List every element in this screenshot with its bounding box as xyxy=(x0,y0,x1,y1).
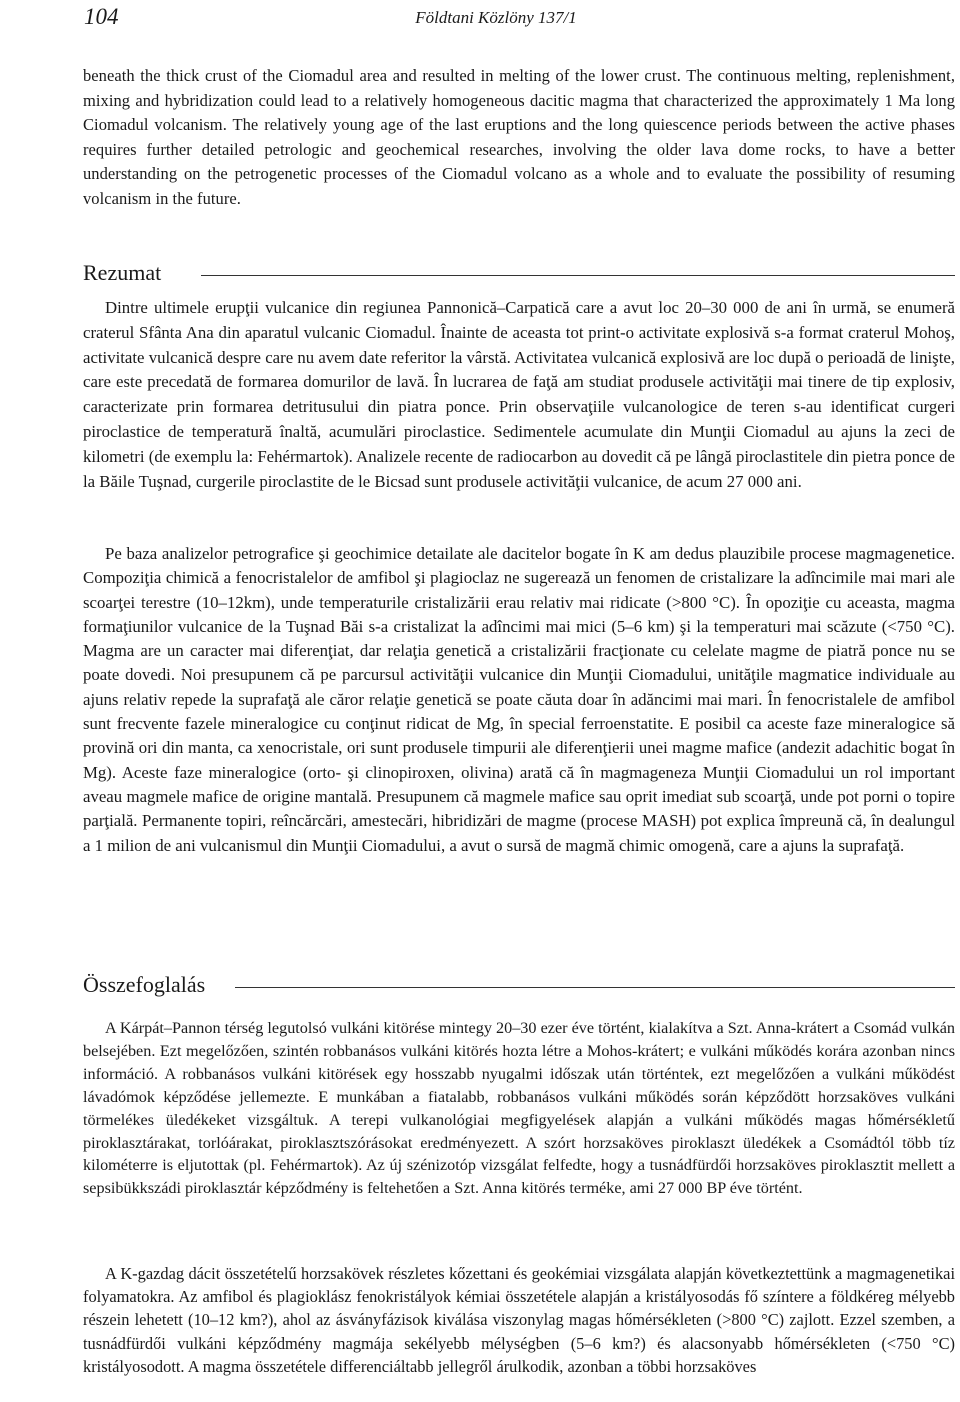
osszefoglalas-heading xyxy=(83,970,955,1000)
rezumat-title: Rezumat xyxy=(83,260,162,285)
rezumat-rule xyxy=(201,275,955,276)
page-header xyxy=(84,4,908,32)
page-number: 104 xyxy=(84,4,119,29)
journal-name: Földtani Közlöny 137/1 xyxy=(415,8,577,27)
english-paragraph: beneath the thick crust of the Ciomadul area and resulted in melting of the lower crust. The continuous melting, replenishment, mixing and hybridization could lead to a relatively homogeneous dacitic magma that characterized the approximately 1 Ma long Ciomadul volcanism. The relatively young age of the last eruptions and the long quiescence periods between the active phases requires further detailed petrologic and geochemical researches, involving the older lava dome rocks, to have a better understanding on the petrogenetic processes of the Ciomadul volcano as a whole and to evaluate the possibility of resuming volcanism in the future. xyxy=(83,66,955,208)
rezumat-heading xyxy=(83,258,955,288)
osszefoglalas-rule xyxy=(235,987,955,988)
rezumat-paragraph-1: Dintre ultimele erupţii vulcanice din regiunea Pannonică–Carpatică care a avut loc 20–30 000 de ani în urmă, se enumeră craterul Sfânta Ana din aparatul vulcanic Ciomadul. Înainte de aceasta tot print-o activitate explosivă s-a format craterul Mohoş, activitate vulcanică despre care nu avem date referitor la vârstă. Activitatea vulcanică explosivă are loc după o perioadă de linişte, care este precedată de formarea domurilor de lavă. În lucrarea de faţă am studiat produsele activităţii mai tinere de tip explosiv, caracterizate prin formarea detritusului din piatra ponce. Prin observaţiile vulcanologice de teren s-au identificat curgeri piroclastice de temperatură înaltă, acumulări piroclastice. Sedimentele acumulate din Munţii Ciomadul au ajuns la zeci de kilometri (de exemplu la: Fehérmartok). Analizele recente de radiocarbon au dovedit că pe lângă piroclastitele din pietra ponce de la Băile Tuşnad, curgerile piroclastite de le Bicsad sunt produsele activităţii vulcanice, de acum 27 000 ani. xyxy=(83,298,955,491)
osszefoglalas-paragraph-1: A Kárpát–Pannon térség legutolsó vulkáni kitörése mintegy 20–30 ezer éve történt, kialakítva a Szt. Anna-krátert a Csomád vulkán belsejében. Ezt megelőzően, szintén robbanásos vulkáni kitörés hozta létre a Mohos-krátert; e vulkáni működés korára azonban nincs információ. A robbanásos vulkáni kitörések egy hosszabb nyugalmi időszak után történtek, ezt megelőzően a vulkáni működést lávadómok képződése jellemezte. E munkában a fiatalabb, robbanásos vulkáni működés során képződött horzsaköves vulkáni törmelékes üledékeket vizsgáltuk. A terepi vulkanológiai megfigyelések alapján a vulkáni működés magas hőmérsékletű piroklasztárakat, torlóárakat, piroklasztszórásokat eredményezett. A szórt horzsaköves piroklaszt üledékek a Csomádtól több tíz kilométerre is eljutottak (pl. Fehérmartok). Az új szénizotóp vizsgálat felfedte, hogy a tusnádfürdői horzsaköves piroklasztit mellett a sepsibükkszádi piroklasztár képződmény is feltehetően a Szt. Anna kitörés terméke, ami 27 000 BP éve történt. xyxy=(83,1019,955,1198)
osszefoglalas-paragraph-2: A K-gazdag dácit összetételű horzsakövek részletes kőzettani és geokémiai vizsgálata alapján következtettünk a magmagenetikai folyamatokra. Az amfibol és plagioklász fenokristályok kémiai összetétele alapján a kristályosodás fő színtere a földkéreg mélyebb részein lehetett (10–12 km?), ahol az ásványfázisok kiválása viszonylag magas hőmérsékleten (>800 °C) zajlott. Ezzel szemben, a tusnádfürdői vulkáni képződmény magmája sekélyebb mélységben (5–6 km?) és alacsonyabb hőmérsékleten (<750 °C) kristályosodott. A magma összetétele differenciáltabb jellegről árulkodik, azonban a többi horzsaköves xyxy=(83,1264,955,1376)
osszefoglalas-title: Összefoglalás xyxy=(83,972,206,997)
rezumat-paragraph-2: Pe baza analizelor petrografice şi geochimice detailate ale dacitelor bogate în K am dedus plauzibile procese magmagenetice. Compoziţia chimică a fenocristalelor de amfibol şi plagioclaz ne sugerează un fenomen de cristalizare la adîncimile mai mari ale scoarţei terestre (10–12km), unde temperaturile cristalizării erau relativ mai ridicate (>800 °C). În opoziţie cu aceasta, magma formaţiunilor vulcanice de la Tuşnad Băi s-a cristalizat la adîncimi mai mici (5–6 km) şi la temperaturi mai scăzute (<750 °C). Magma are un caracter mai diferenţiat, dar relaţia genetică a cristalizării fracţionate cu celelate magme de piatră ponce nu se poate dovedi. Noi presupunem că pe parcursul activităţii vulcanice din Munţii Ciomadului, unităţile magmatice individuale au ajuns relativ repede la suprafaţă ale căror relaţie genetică se poate căuta doar în adăncimi mai mari. În fenocristalele de amfibol sunt frecvente fazele mineralogice cu conţinut ridicat de Mg, în special ferroenstatite. E posibil ca aceste faze mineralogice să provină ori din manta, ca xenocristale, ori sunt produsele timpurii ale diferenţierii unei magme mafice (andezit adachitic bogat în Mg). Aceste faze mineralogice (orto- şi clinopiroxen, olivina) arată că în magmageneza Munţii Ciomadului un rol important aveau magmele mafice de origine mantală. Presupunem că magmele mafice sau oprit imediat sub scoarţă, unde pot porni o topire parţială. Permanente topiri, reîncărcări, amestecări, hibridizări de magme (procese MASH) pot explica împreună că, în dealungul a 1 milion de ani vulcanismul din Munţii Ciomadului, a avut o sursă de magmă chimic omogenă, care a ajuns la suprafaţă. xyxy=(83,544,955,855)
